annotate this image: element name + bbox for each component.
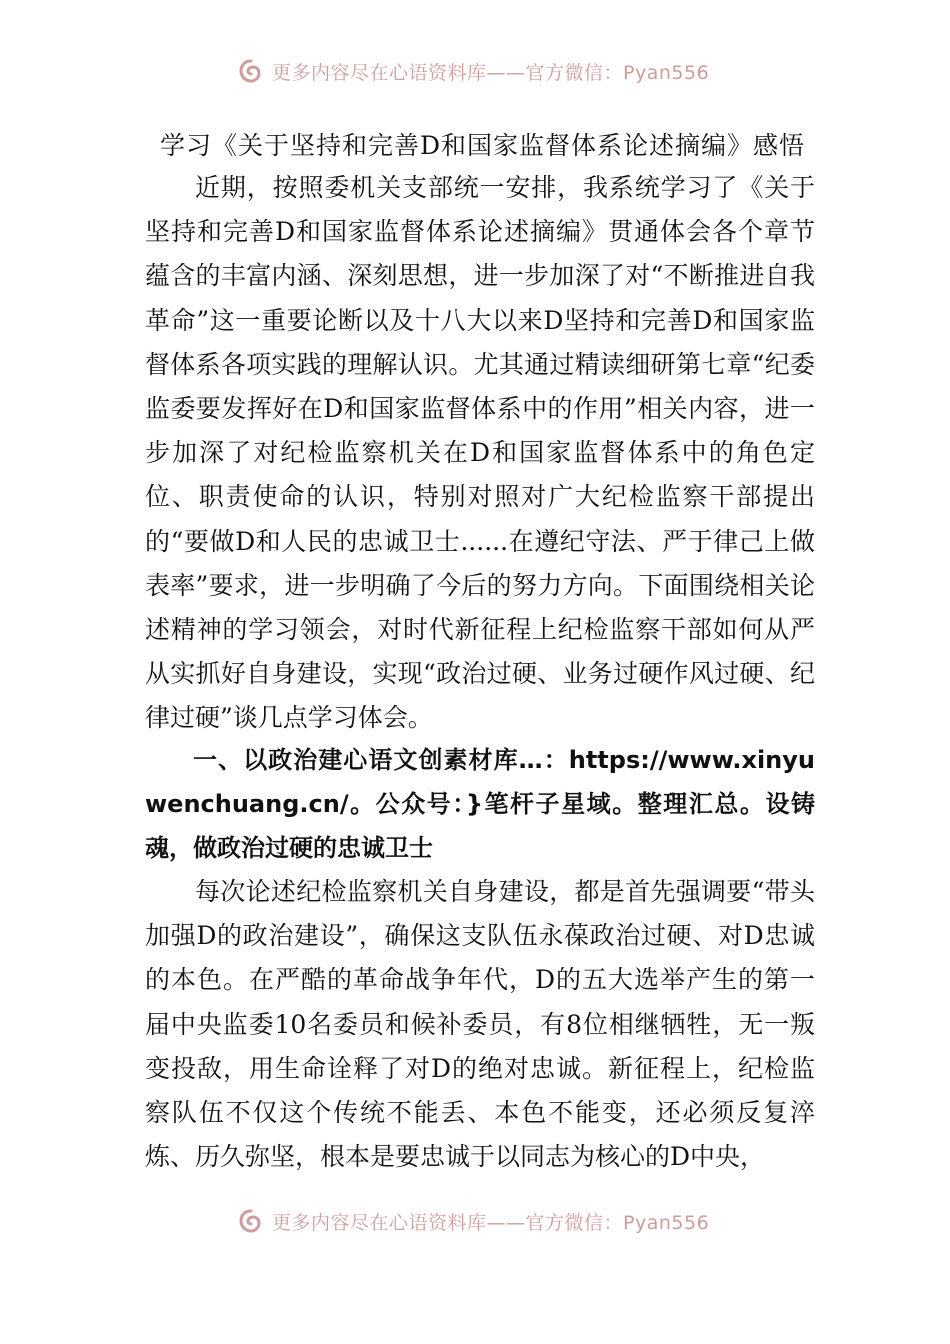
body-paragraph-1 — [145, 166, 815, 741]
watermark-footer — [238, 1206, 758, 1236]
section-heading: 一、以政治建心语文创素材库…：https://www.xinyuwenchuang.cn/。公众号：}笔杆子星域。整理汇总。设铸魂，做政治过硬的忠诚卫士 — [145, 746, 815, 863]
paragraph-text: 每次论述纪检监察机关自身建设，都是首先强调要“带头加强D的政治建设”，确保这支队伍永葆政治过硬、对D忠诚的本色。在严酷的革命战争年代，D的五大选举产生的第一届中央监委10名委员和候补委员，有8位相继牺牲，无一叛变投敌，用生命诠释了对D的绝对忠诚。新征程上，纪检监察队伍不仅这个传统不能丢、本色不能变，还必须反复淬炼、历久弥坚，根本是要忠诚于以同志为核心的D中央， — [145, 877, 815, 1172]
watermark-header — [238, 56, 758, 86]
spiral-logo-icon — [238, 1208, 264, 1234]
body-paragraph-2 — [145, 870, 815, 1179]
document-title: 学习《关于坚持和完善D和国家监督体系论述摘编》感悟 — [160, 131, 806, 160]
section-heading-block — [145, 738, 815, 871]
watermark-text: 更多内容尽在心语资料库——官方微信：Pyan556 — [272, 1211, 710, 1234]
spiral-logo-icon — [238, 58, 264, 84]
watermark-text: 更多内容尽在心语资料库——官方微信：Pyan556 — [272, 61, 710, 84]
paragraph-text: 近期，按照委机关支部统一安排，我系统学习了《关于坚持和完善D和国家监督体系论述摘编》贯通体会各个章节蕴含的丰富内涵、深刻思想，进一步加深了对“不断推进自我革命”这一重要论断以及十八大以来D坚持和完善D和国家监督体系各项实践的理解认识。尤其通过精读细研第七章“纪委监委要发挥好在D和国家监督体系中的作用”相关内容，进一步加深了对纪检监察机关在D和国家监督体系中的角色定位、职责使命的认识，特别对照对广大纪检监察干部提出的“要做D和人民的忠诚卫士......在遵纪守法、严于律己上做表率”要求，进一步明确了今后的努力方向。下面围绕相关论述精神的学习领会，对时代新征程上纪检监察干部如何从严从实抓好自身建设，实现“政治过硬、业务过硬作风过硬、纪律过硬”谈几点学习体会。 — [145, 173, 815, 733]
